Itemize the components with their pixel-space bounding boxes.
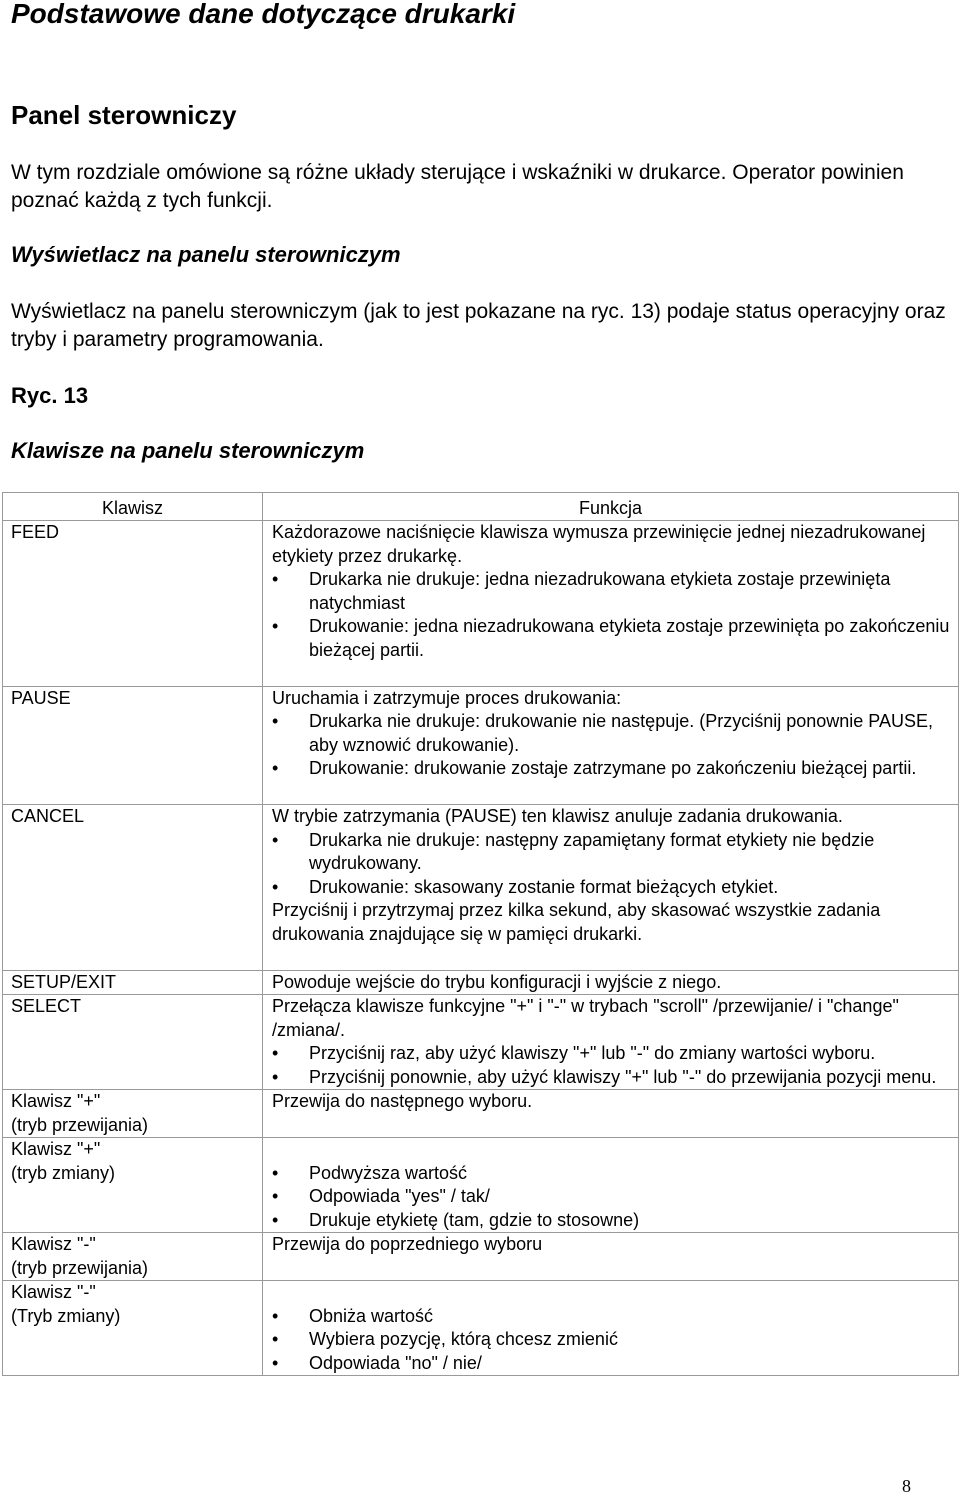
key-label: Klawisz "-" (11, 1282, 96, 1302)
function-cell (263, 1281, 959, 1376)
function-cell (263, 805, 959, 971)
bullet-item: • Podwyższa wartość (272, 1162, 954, 1186)
function-text: Uruchamia i zatrzymuje proces drukowania: (272, 687, 622, 708)
function-text: Przełącza klawisze funkcyjne "+" i "-" w trybach "scroll" /przewijanie/ i "change" /zmiana/. (272, 996, 899, 1040)
bullet-item: • Drukowanie: drukowanie zostaje zatrzymane po zakończeniu bieżącej partii. (272, 757, 954, 781)
key-cell (3, 1090, 263, 1138)
section-title: Panel sterowniczy (11, 100, 237, 130)
key-label: (tryb przewijania) (11, 1257, 149, 1278)
table-header-row (3, 493, 959, 521)
key-label: SETUP/EXIT (11, 971, 117, 992)
key-cell (3, 970, 263, 995)
figure-label: Ryc. 13 (11, 383, 89, 408)
key-label: Klawisz "+" (11, 1139, 101, 1159)
page-number: 8 (902, 1476, 911, 1496)
keys-table (2, 492, 959, 1376)
key-label: PAUSE (11, 687, 71, 708)
bullet-item: • Drukarka nie drukuje: drukowanie nie następuje. (Przyciśnij ponownie PAUSE, aby wznowić drukowanie). (272, 710, 954, 757)
key-cell (3, 1233, 263, 1281)
function-bullets (272, 710, 954, 781)
key-cell (3, 1138, 263, 1233)
function-text: Powoduje wejście do trybu konfiguracji i wyjście z niego. (272, 971, 722, 992)
intro-text: W tym rozdziale omówione są różne układy sterujące i wskaźniki w drukarce. Operator powinien poznać każdą z tych funkcji. (11, 161, 904, 212)
header-function: Funkcja (263, 493, 959, 521)
bullet-item: • Obniża wartość (272, 1305, 954, 1329)
bullet-item: • Przyciśnij ponownie, aby użyć klawiszy "+" lub "-" do przewijania pozycji menu. (272, 1066, 954, 1090)
display-heading: Wyświetlacz na panelu sterowniczym (11, 242, 401, 267)
function-bullets (272, 829, 954, 900)
table-row (3, 1281, 959, 1376)
key-label: CANCEL (11, 806, 85, 826)
function-cell (263, 1090, 959, 1138)
key-cell (3, 686, 263, 805)
table-row (3, 1138, 959, 1233)
function-cell (263, 1233, 959, 1281)
bullet-item: • Odpowiada "yes" / tak/ (272, 1185, 954, 1209)
function-text: Każdorazowe naciśnięcie klawisza wymusza przewinięcie jednej niezadrukowanej etykiety przez drukarkę. (272, 522, 926, 566)
key-cell (3, 1281, 263, 1376)
function-bullets (272, 1305, 954, 1376)
function-note: Przyciśnij i przytrzymaj przez kilka sekund, aby skasować wszystkie zadania drukowania znajdujące się w pamięci drukarki. (272, 900, 881, 944)
bullet-item: • Drukarka nie drukuje: jedna niezadrukowana etykieta zostaje przewinięta natychmiast (272, 568, 954, 615)
function-cell (263, 995, 959, 1090)
key-label: Klawisz "-" (11, 1234, 96, 1254)
function-bullets (272, 1042, 954, 1089)
bullet-item: • Drukowanie: jedna niezadrukowana etykieta zostaje przewinięta po zakończeniu bieżącej partii. (272, 615, 954, 662)
key-cell (3, 805, 263, 971)
table-row (3, 805, 959, 971)
page-title: Podstawowe dane dotyczące drukarki (11, 0, 516, 29)
bullet-item: • Wybiera pozycję, którą chcesz zmienić (272, 1328, 954, 1352)
bullet-item: • Drukowanie: skasowany zostanie format bieżących etykiet. (272, 876, 954, 900)
key-label: SELECT (11, 996, 82, 1016)
function-bullets (272, 568, 954, 662)
display-text: Wyświetlacz na panelu sterowniczym (jak to jest pokazane na ryc. 13) podaje status operacyjny oraz tryby i parametry programowania. (11, 300, 946, 351)
function-cell (263, 970, 959, 995)
key-label: (tryb zmiany) (11, 1162, 116, 1183)
function-text: Przewija do poprzedniego wyboru (272, 1234, 543, 1254)
key-label: (Tryb zmiany) (11, 1305, 121, 1326)
table-row (3, 995, 959, 1090)
function-cell (263, 686, 959, 805)
function-text: Przewija do następnego wyboru. (272, 1091, 533, 1111)
key-label: FEED (11, 522, 60, 542)
header-key: Klawisz (3, 493, 263, 521)
table-row (3, 970, 959, 995)
key-cell (3, 521, 263, 687)
table-row (3, 1233, 959, 1281)
table-row (3, 686, 959, 805)
key-label: (tryb przewijania) (11, 1114, 149, 1135)
table-row (3, 521, 959, 687)
table-row (3, 1090, 959, 1138)
bullet-item: • Przyciśnij raz, aby użyć klawiszy "+" lub "-" do zmiany wartości wyboru. (272, 1042, 954, 1066)
bullet-item: • Drukarka nie drukuje: następny zapamiętany format etykiety nie będzie wydrukowany. (272, 829, 954, 876)
key-cell (3, 995, 263, 1090)
function-cell (263, 521, 959, 687)
bullet-item: • Drukuje etykietę (tam, gdzie to stosowne) (272, 1209, 954, 1233)
key-label: Klawisz "+" (11, 1091, 101, 1111)
function-text: W trybie zatrzymania (PAUSE) ten klawisz anuluje zadania drukowania. (272, 806, 843, 826)
function-cell (263, 1138, 959, 1233)
function-bullets (272, 1162, 954, 1233)
bullet-item: • Odpowiada "no" / nie/ (272, 1352, 954, 1376)
keys-heading: Klawisze na panelu sterowniczym (11, 438, 365, 463)
